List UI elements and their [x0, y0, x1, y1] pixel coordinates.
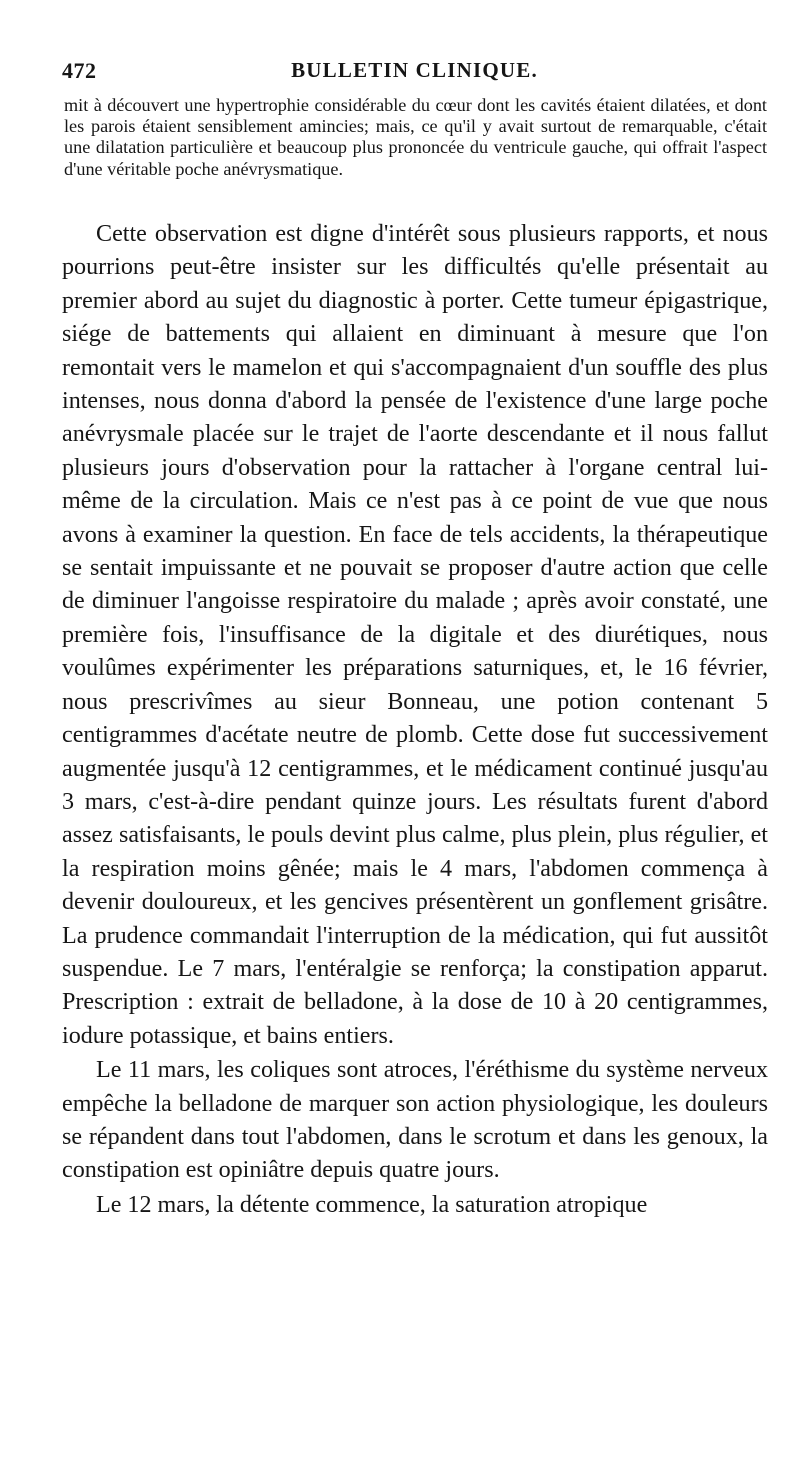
continuation-paragraph: mit à découvert une hypertrophie considérable du cœur dont les cavités étaient dilatées, et dont les parois étaient sensiblement amincies; mais, ce qu'il y avait surtout de remarquable, c'était une dilatation particulière et beaucoup plus prononcée du ventricule gauche, qui offrait l'aspect d'une véritable poche anévrysmatique. [64, 95, 767, 179]
march-12-paragraph: Le 12 mars, la détente commence, la saturation atropique [96, 1191, 648, 1218]
observation-paragraph: Cette observation est digne d'intérêt sous plusieurs rapports, et nous pourrions peut-être insister sur les difficultés qu'elle présentait au premier abord au sujet du diagnostic à porter. Cette tumeur épigastrique, siége de battements qui allaient en diminuant à mesure que l'on remontait vers le mamelon et qui s'accompagnaient d'un souffle des plus intenses, nous donna d'abord la pensée de l'existence d'une large poche anévrysmale placée sur le trajet de l'aorte descendante et il nous fallut plusieurs jours d'observation pour la rattacher à l'organe central lui-même de la circulation. Mais ce n'est pas à ce point de vue que nous avons à examiner la question. En face de tels accidents, la thérapeutique se sentait impuissante et ne pouvait se proposer d'autre action que celle de diminuer l'angoisse respiratoire du malade ; après avoir constaté, une première fois, l'insuffisance de la digitale et des diurétiques, nous voulûmes expérimenter les préparations saturniques, et, le 16 février, nous prescrivîmes au sieur Bonneau, une potion contenant 5 centigrammes d'acétate neutre de plomb. Cette dose fut successivement augmentée jusqu'à 12 centigrammes, et le médicament continué jusqu'au 3 mars, c'est-à-dire pendant quinze jours. Les résultats furent d'abord assez satisfaisants, le pouls devint plus calme, plus plein, plus régulier, et la respiration moins gênée; mais le 4 mars, l'abdomen commença à devenir douloureux, et les gencives présentèrent un gonflement grisâtre. La prudence commandait l'interruption de la médication, qui fut aussitôt suspendue. Le 7 mars, l'entéralgie se renforça; la constipation apparut. Prescription : extrait de belladone, à la dose de 10 à 20 centigrammes, iodure potassique, et bains entiers. [62, 221, 768, 1049]
page-number: 472 [62, 58, 97, 83]
journal-title: BULLETIN CLINIQUE. [291, 58, 538, 82]
main-body-text [62, 218, 768, 1222]
march-11-paragraph: Le 11 mars, les coliques sont atroces, l'éréthisme du système nerveux empêche la belladone de marquer son action physiologique, les douleurs se répandent dans tout l'abdomen, dans le scrotum et dans les genoux, la constipation est opiniâtre depuis quatre jours. [62, 1057, 768, 1184]
running-head [62, 58, 767, 92]
